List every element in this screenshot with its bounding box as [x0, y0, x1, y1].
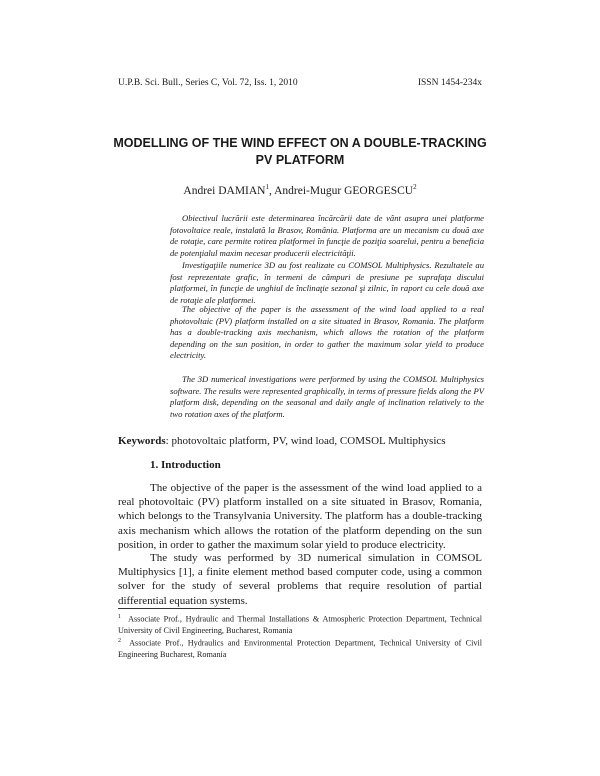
author-2: Andrei-Mugur GEORGESCU [274, 184, 414, 197]
author-2-footnote-mark: 2 [413, 183, 417, 191]
keywords-line [118, 435, 482, 447]
abstract-en-paragraph-1: The objective of the paper is the assessment of the wind load applied to a real photovoltaic (PV) platform installed on a site situated in Brasov, Romania. The platform has a double-tracking axis mechanism, which allows the rotation of the platform depending on the sun position, in order to gather the maximum solar yield to produce electricity. [170, 304, 484, 361]
footnote-1-mark: 1 [118, 614, 121, 620]
footnote-2-mark: 2 [118, 638, 121, 644]
abstract-ro-paragraph-2: Investigaţiile numerice 3D au fost realizate cu COMSOL Multiphysics. Rezultatele au fost reprezentate grafic, în termeni de câmpuri de presiune pe suprafaţa discului platformei, în funcţie de unghiul de înclinaţie sezonal şi zilnic, în raport cu cele două axe de rotaţie ale platformei. [170, 260, 484, 305]
abstract-en-paragraph-2: The 3D numerical investigations were performed by using the COMSOL Multiphysics software. The results were represented graphically, in terms of pressure fields along the PV platform disk, depending on the seasonal and daily angle of inclination relatively to the two rotation axes of the platform. [170, 374, 484, 419]
footnote-separator [118, 608, 230, 609]
footnote-2 [118, 636, 482, 661]
journal-header: U.P.B. Sci. Bull., Series C, Vol. 72, Iss. 1, 2010 [118, 78, 298, 88]
issn-header: ISSN 1454-234x [417, 78, 482, 88]
author-1: Andrei DAMIAN [183, 184, 266, 197]
abstract-ro-paragraph-1: Obiectivul lucrării este determinarea încărcării date de vânt asupra unei platforme fotovoltaice reale, instalată la Brasov, România. Platforma are un mecanism cu două axe de rotaţie, care permite rotirea platformei în funcţie de poziţia soarelui, pentru a beneficia de potenţialul maxim necesar producerii electricităţii. [170, 213, 484, 258]
footnote-1 [118, 612, 482, 637]
author-line [100, 183, 500, 197]
author-1-footnote-mark: 1 [265, 183, 269, 191]
intro-paragraph-1: The objective of the paper is the assessment of the wind load applied to a real photovoltaic (PV) platform installed on a site situated in Brasov, Romania, which belongs to the Transylvania University. The platform has a double-tracking axis mechanism which allows the rotation of the platform depending on the sun position, in order to gather the maximum solar yield to produce electricity. [118, 482, 482, 551]
intro-paragraph-2: The study was performed by 3D numerical simulation in COMSOL Multiphysics [1], a finite element method based computer code, using a common solver for the study of several problems that require resolution of partial differential equation systems. [118, 552, 482, 607]
author-separator: , [269, 184, 275, 197]
footnote-1-text: Associate Prof., Hydraulic and Thermal Installations & Atmospheric Protection Department, Technical University of Civil Engineering, Bucharest, Romania [118, 614, 482, 636]
section-heading: 1. Introduction [150, 459, 221, 471]
keywords-text: : photovoltaic platform, PV, wind load, COMSOL Multiphysics [165, 435, 446, 447]
footnote-2-text: Associate Prof., Hydraulics and Environmental Protection Department, Technical University of Civil Engineering Bucharest, Romania [118, 638, 482, 660]
keywords-label: Keywords [118, 435, 166, 447]
paper-title: MODELLING OF THE WIND EFFECT ON A DOUBLE-TRACKING PV PLATFORM [113, 136, 487, 167]
